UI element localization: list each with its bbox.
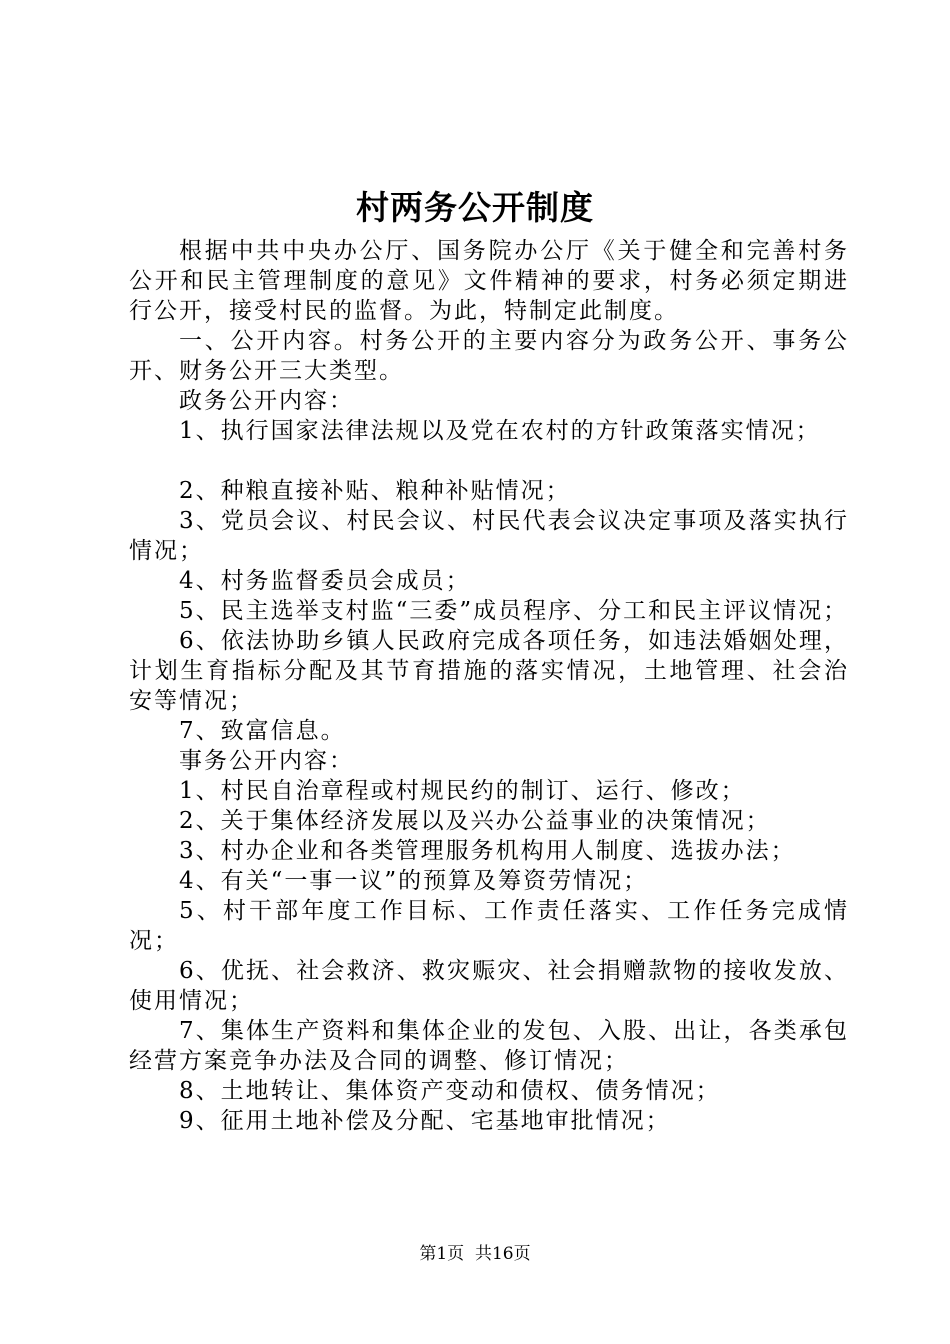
list-item: 3、党员会议、村民会议、村民代表会议决定事项及落实执行情况； [129, 508, 849, 564]
list-item: 4、村务监督委员会成员； [179, 568, 471, 594]
heading-government-affairs: 政务公开内容： [179, 388, 354, 414]
list-item: 5、民主选举支村监“三委”成员程序、分工和民主评议情况； [179, 598, 849, 624]
paragraph-section-1: 一、公开内容。村务公开的主要内容分为政务公开、事务公开、财务公开三大类型。 [129, 328, 849, 384]
list-item: 3、村办企业和各类管理服务机构用人制度、选拔办法； [179, 838, 796, 864]
list-item: 2、关于集体经济发展以及兴办公益事业的决策情况； [179, 808, 771, 834]
list-item: 8、土地转让、集体资产变动和债权、债务情况； [179, 1078, 721, 1104]
list-item: 4、有关“一事一议”的预算及筹资劳情况； [179, 868, 649, 894]
list-item: 7、集体生产资料和集体企业的发包、入股、出让，各类承包经营方案竞争办法及合同的调整、修订情况； [129, 1018, 849, 1074]
list-item: 1、执行国家法律法规以及党在农村的方针政策落实情况； [179, 418, 821, 444]
page-number-footer: 第1页 共16页 [419, 1244, 531, 1264]
list-item: 9、征用土地补偿及分配、宅基地审批情况； [179, 1108, 671, 1134]
paragraph-intro: 根据中共中央办公厅、国务院办公厅《关于健全和完善村务公开和民主管理制度的意见》文件精神的要求，村务必须定期进行公开，接受村民的监督。为此，特制定此制度。 [129, 238, 849, 324]
list-item: 6、依法协助乡镇人民政府完成各项任务，如违法婚姻处理，计划生育指标分配及其节育措施的落实情况，土地管理、社会治安等情况； [129, 628, 849, 714]
list-item: 2、种粮直接补贴、粮种补贴情况； [179, 478, 571, 504]
document-title: 村两务公开制度 [356, 188, 594, 227]
list-item: 6、优抚、社会救济、救灾赈灾、社会捐赠款物的接收发放、使用情况； [129, 958, 849, 1014]
heading-affairs: 事务公开内容： [179, 748, 354, 774]
list-item: 5、村干部年度工作目标、工作责任落实、工作任务完成情况； [129, 898, 849, 954]
document-body [129, 236, 849, 1136]
list-item: 7、致富信息。 [179, 718, 346, 744]
list-item: 1、村民自治章程或村规民约的制订、运行、修改； [179, 778, 746, 804]
